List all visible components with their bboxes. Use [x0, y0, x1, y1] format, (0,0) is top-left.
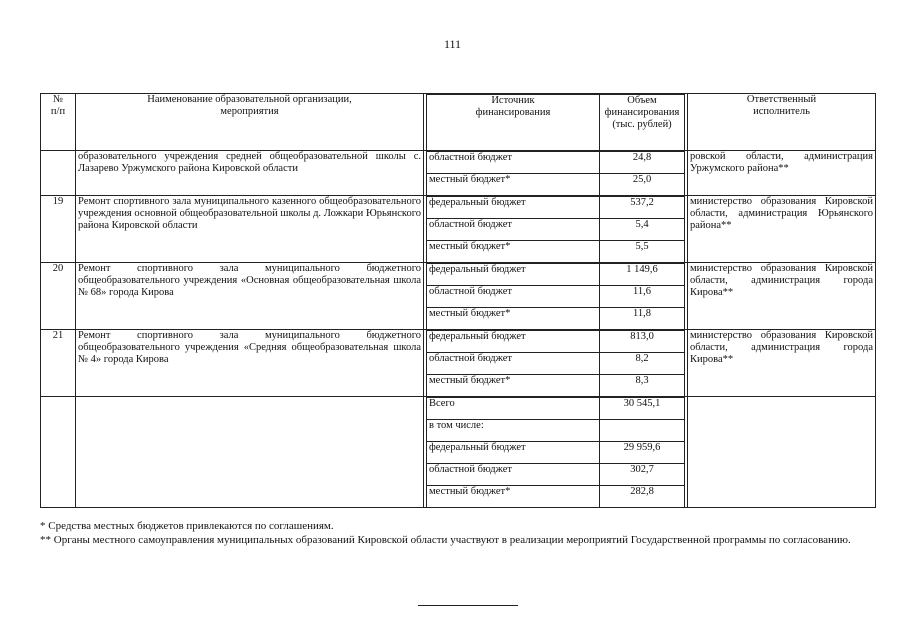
- funding-line: [427, 398, 685, 420]
- funding-source: местный бюджет*: [427, 174, 600, 196]
- row-number: 21: [41, 330, 76, 397]
- funding-source: местный бюджет*: [427, 486, 600, 508]
- row-funding: [424, 330, 688, 397]
- totals-funding: [424, 397, 688, 508]
- funding-source: областной бюджет: [427, 286, 600, 308]
- footnote-1: * Средства местных бюджетов привлекаются по соглашениям.: [40, 520, 334, 532]
- funding-amount: 29 959,6: [600, 442, 685, 464]
- funding-amount: 24,8: [600, 152, 685, 174]
- funding-source: федеральный бюджет: [427, 442, 600, 464]
- row-name: Ремонт спортивного зала муниципального бюджетного общеобразовательного учреждения «Средняя общеобразовательная школа № 4» города Кирова: [76, 330, 424, 397]
- funding-source: областной бюджет: [427, 152, 600, 174]
- header-source: Источник финансирования: [427, 95, 600, 151]
- funding-amount: 5,5: [600, 241, 685, 263]
- funding-line: [427, 331, 685, 353]
- funding-amount: [600, 420, 685, 442]
- funding-source: местный бюджет*: [427, 375, 600, 397]
- table-row: [41, 263, 876, 330]
- footnotes: [40, 519, 870, 547]
- funding-source: местный бюджет*: [427, 241, 600, 263]
- row-executor: министерство образования Кировской области, администрация Юрьянского района**: [688, 196, 876, 263]
- funding-line: [427, 219, 685, 241]
- funding-amount: 25,0: [600, 174, 685, 196]
- table-row: [41, 151, 876, 196]
- header-name: Наименование образовательной организации, мероприятия: [76, 94, 424, 151]
- row-number: 20: [41, 263, 76, 330]
- funding-source: областной бюджет: [427, 219, 600, 241]
- funding-amount: 5,4: [600, 219, 685, 241]
- funding-source: местный бюджет*: [427, 308, 600, 330]
- totals-num: [41, 397, 76, 508]
- funding-source: областной бюджет: [427, 353, 600, 375]
- row-name: Ремонт спортивного зала муниципального казенного общеобразовательного учреждения основной общеобразовательной школы д. Ложкари Юрьянского района Кировской области: [76, 196, 424, 263]
- row-executor: министерство образования Кировской области, администрация города Кирова**: [688, 263, 876, 330]
- table-row: [41, 196, 876, 263]
- funding-amount: 11,8: [600, 308, 685, 330]
- totals-row: [41, 397, 876, 508]
- header-amount: Объем финансирования (тыс. рублей): [600, 95, 685, 151]
- funding-source: областной бюджет: [427, 464, 600, 486]
- funding-line: [427, 197, 685, 219]
- header-source-amount: [424, 94, 688, 151]
- totals-name: [76, 397, 424, 508]
- closing-rule: [418, 605, 518, 606]
- row-name: Ремонт спортивного зала муниципального бюджетного общеобразовательного учреждения «Основная общеобразовательная школа № 68» города Кирова: [76, 263, 424, 330]
- row-executor: министерство образования Кировской области, администрация города Кирова**: [688, 330, 876, 397]
- row-funding: [424, 196, 688, 263]
- funding-table: [40, 93, 876, 508]
- table-row: [41, 330, 876, 397]
- table-header-row: [41, 94, 876, 151]
- funding-amount: 8,2: [600, 353, 685, 375]
- funding-source: федеральный бюджет: [427, 331, 600, 353]
- funding-amount: 282,8: [600, 486, 685, 508]
- row-funding: [424, 151, 688, 196]
- row-number: 19: [41, 196, 76, 263]
- row-number: [41, 151, 76, 196]
- funding-line: [427, 152, 685, 174]
- footnote-2: ** Органы местного самоуправления муниципальных образований Кировской области участвуют в реализации мероприятий Государственной программы по согласованию.: [40, 534, 851, 546]
- page-number: 111: [443, 37, 462, 51]
- funding-amount: 8,3: [600, 375, 685, 397]
- funding-line: [427, 174, 685, 196]
- funding-line: [427, 375, 685, 397]
- row-funding: [424, 263, 688, 330]
- funding-amount: 813,0: [600, 331, 685, 353]
- header-executor: Ответственный исполнитель: [688, 94, 876, 151]
- funding-source: Всего: [427, 398, 600, 420]
- funding-amount: 537,2: [600, 197, 685, 219]
- funding-line: [427, 264, 685, 286]
- row-name: образовательного учреждения средней общеобразовательной школы с. Лазарево Уржумского района Кировской области: [76, 151, 424, 196]
- funding-amount: 30 545,1: [600, 398, 685, 420]
- funding-amount: 11,6: [600, 286, 685, 308]
- funding-line: [427, 353, 685, 375]
- funding-source: федеральный бюджет: [427, 264, 600, 286]
- funding-line: [427, 486, 685, 508]
- funding-line: [427, 241, 685, 263]
- funding-line: [427, 464, 685, 486]
- funding-source: федеральный бюджет: [427, 197, 600, 219]
- funding-line: [427, 420, 685, 442]
- header-num: № п/п: [41, 94, 76, 151]
- funding-line: [427, 286, 685, 308]
- funding-amount: 1 149,6: [600, 264, 685, 286]
- funding-line: [427, 308, 685, 330]
- funding-line: [427, 442, 685, 464]
- funding-source: в том числе:: [427, 420, 600, 442]
- totals-executor: [688, 397, 876, 508]
- funding-amount: 302,7: [600, 464, 685, 486]
- row-executor: ровской области, администрация Уржумского района**: [688, 151, 876, 196]
